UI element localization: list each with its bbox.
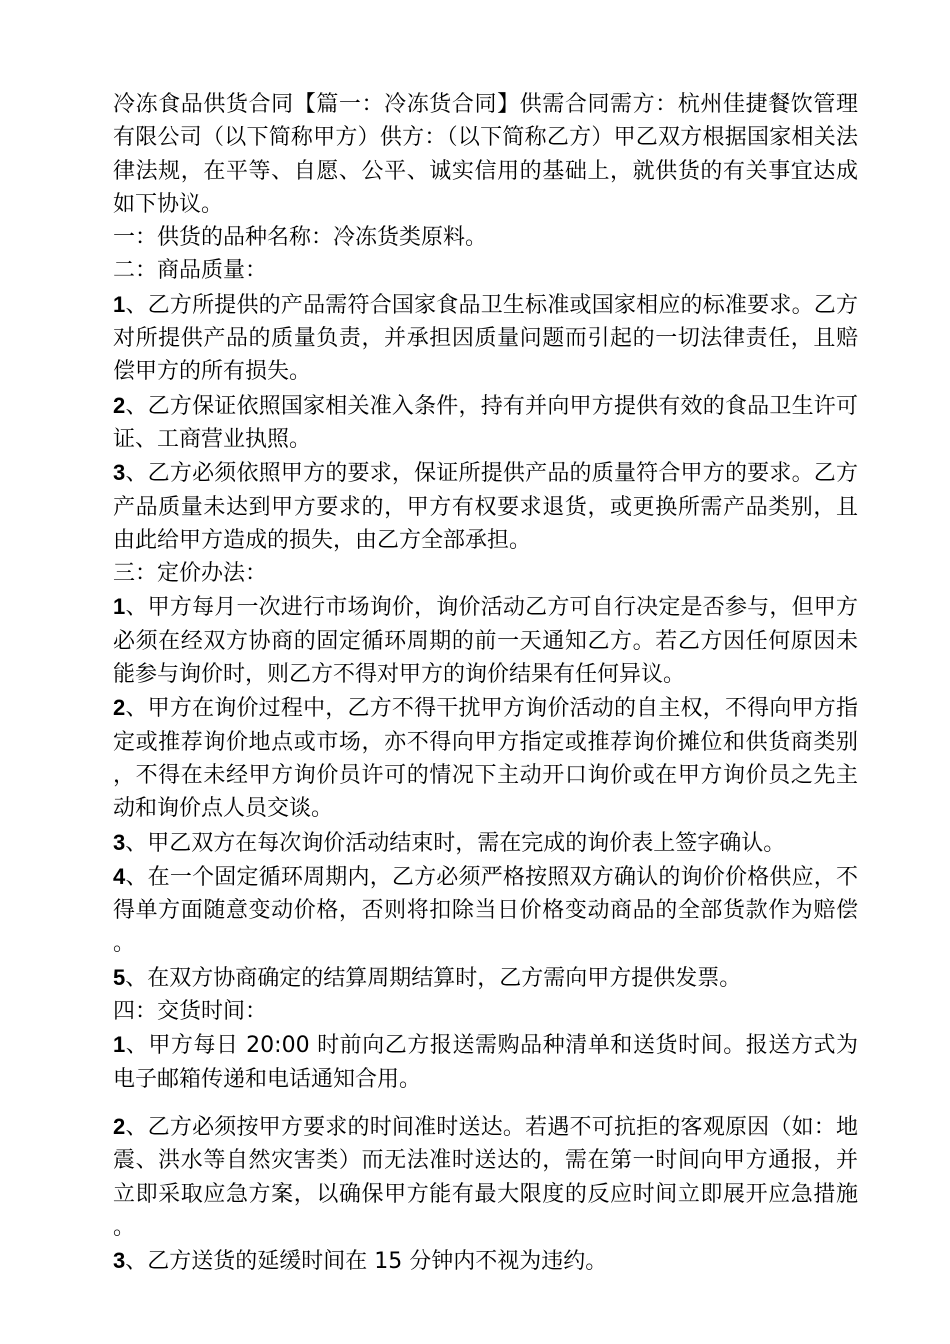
pricing-clause-3 bbox=[113, 826, 858, 860]
clause-number: 2 bbox=[113, 695, 126, 721]
paragraph-text: 、甲方在询价过程中，乙方不得干扰甲方询价活动的自主权，不得向甲方指定或推荐询价地点或市场，亦不得向甲方指定或推荐询价摊位和供货商类别，不得在未经甲方询价员许可的情况下主动开口询价或在甲方询价员之先主动和询价点人员交谈。 bbox=[113, 696, 858, 822]
paragraph-text: 二：商品质量： bbox=[113, 258, 268, 284]
quality-clause-2 bbox=[113, 389, 858, 457]
paragraph-text: 三：定价办法： bbox=[113, 561, 268, 587]
clause-number: 1 bbox=[113, 1032, 126, 1058]
clause-number: 4 bbox=[113, 863, 126, 889]
paragraph-text: 、甲方每月一次进行市场询价，询价活动乙方可自行决定是否参与，但甲方必须在经双方协商的固定循环周期的前一天通知乙方。若乙方因任何原因未能参与询价时，则乙方不得对甲方的询价结果有任何异议。 bbox=[113, 595, 858, 688]
clause-number: 1 bbox=[113, 594, 126, 620]
pricing-clause-5 bbox=[113, 961, 858, 995]
clause-number: 5 bbox=[113, 964, 126, 990]
paragraph-text: 、在一个固定循环周期内，乙方必须严格按照双方确认的询价价格供应，不得单方面随意变动价格，否则将扣除当日价格变动商品的全部货款作为赔偿。 bbox=[113, 864, 858, 957]
paragraph-text: 、甲乙双方在每次询价活动结束时，需在完成的询价表上签字确认。 bbox=[125, 830, 786, 856]
document-body bbox=[113, 88, 858, 1278]
delivery-clause-3 bbox=[113, 1244, 858, 1278]
paragraph-text: 、乙方送货的延缓时间在 15 分钟内不视为违约。 bbox=[125, 1249, 608, 1275]
paragraph-text: 一：供货的品种名称：冷冻货类原料。 bbox=[113, 225, 488, 251]
clause-number: 1 bbox=[113, 291, 126, 317]
pricing-clause-1 bbox=[113, 590, 858, 691]
delivery-clause-2 bbox=[113, 1110, 858, 1244]
clause-number: 3 bbox=[113, 460, 126, 486]
clause-number: 3 bbox=[113, 829, 126, 855]
section-heading-1 bbox=[113, 221, 858, 254]
section-heading-2 bbox=[113, 254, 858, 287]
pricing-clause-4 bbox=[113, 860, 858, 961]
quality-clause-1 bbox=[113, 288, 858, 389]
clause-number: 2 bbox=[113, 392, 126, 418]
paragraph-text: 、乙方必须依照甲方的要求，保证所提供产品的质量符合甲方的要求。乙方产品质量未达到甲方要求的，甲方有权要求退货，或更换所需产品类别，且由此给甲方造成的损失，由乙方全部承担。 bbox=[113, 461, 858, 553]
intro-paragraph bbox=[113, 88, 858, 221]
paragraph-text: 冷冻食品供货合同【篇一：冷冻货合同】供需合同需方：杭州佳捷餐饮管理有限公司（以下简称甲方）供方：（以下简称乙方）甲乙双方根据国家相关法律法规，在平等、自愿、公平、诚实信用的基础上，就供货的有关事宜达成如下协议。 bbox=[113, 92, 858, 217]
paragraph-text: 、乙方必须按甲方要求的时间准时送达。若遇不可抗拒的客观原因（如：地震、洪水等自然灾害类）而无法准时送达的，需在第一时间向甲方通报，并立即采取应急方案，以确保甲方能有最大限度的反应时间立即展开应急措施。 bbox=[113, 1114, 858, 1240]
paragraph-text: 四：交货时间： bbox=[113, 999, 268, 1025]
clause-number: 2 bbox=[113, 1113, 126, 1139]
delivery-clause-1 bbox=[113, 1028, 858, 1096]
paragraph-text: 、甲方每日 20:00 时前向乙方报送需购品种清单和送货时间。报送方式为电子邮箱传递和电话通知合用。 bbox=[113, 1033, 858, 1092]
paragraph-text: 、在双方协商确定的结算周期结算时，乙方需向甲方提供发票。 bbox=[125, 965, 742, 991]
paragraph-text: 、乙方所提供的产品需符合国家食品卫生标准或国家相应的标准要求。乙方对所提供产品的质量负责，并承担因质量问题而引起的一切法律责任，且赔偿甲方的所有损失。 bbox=[113, 292, 858, 385]
section-heading-3 bbox=[113, 557, 858, 590]
clause-number: 3 bbox=[113, 1248, 126, 1274]
quality-clause-3 bbox=[113, 456, 858, 557]
pricing-clause-2 bbox=[113, 691, 858, 825]
section-heading-4 bbox=[113, 995, 858, 1028]
paragraph-text: 、乙方保证依照国家相关准入条件，持有并向甲方提供有效的食品卫生许可证、工商营业执照。 bbox=[113, 393, 858, 452]
